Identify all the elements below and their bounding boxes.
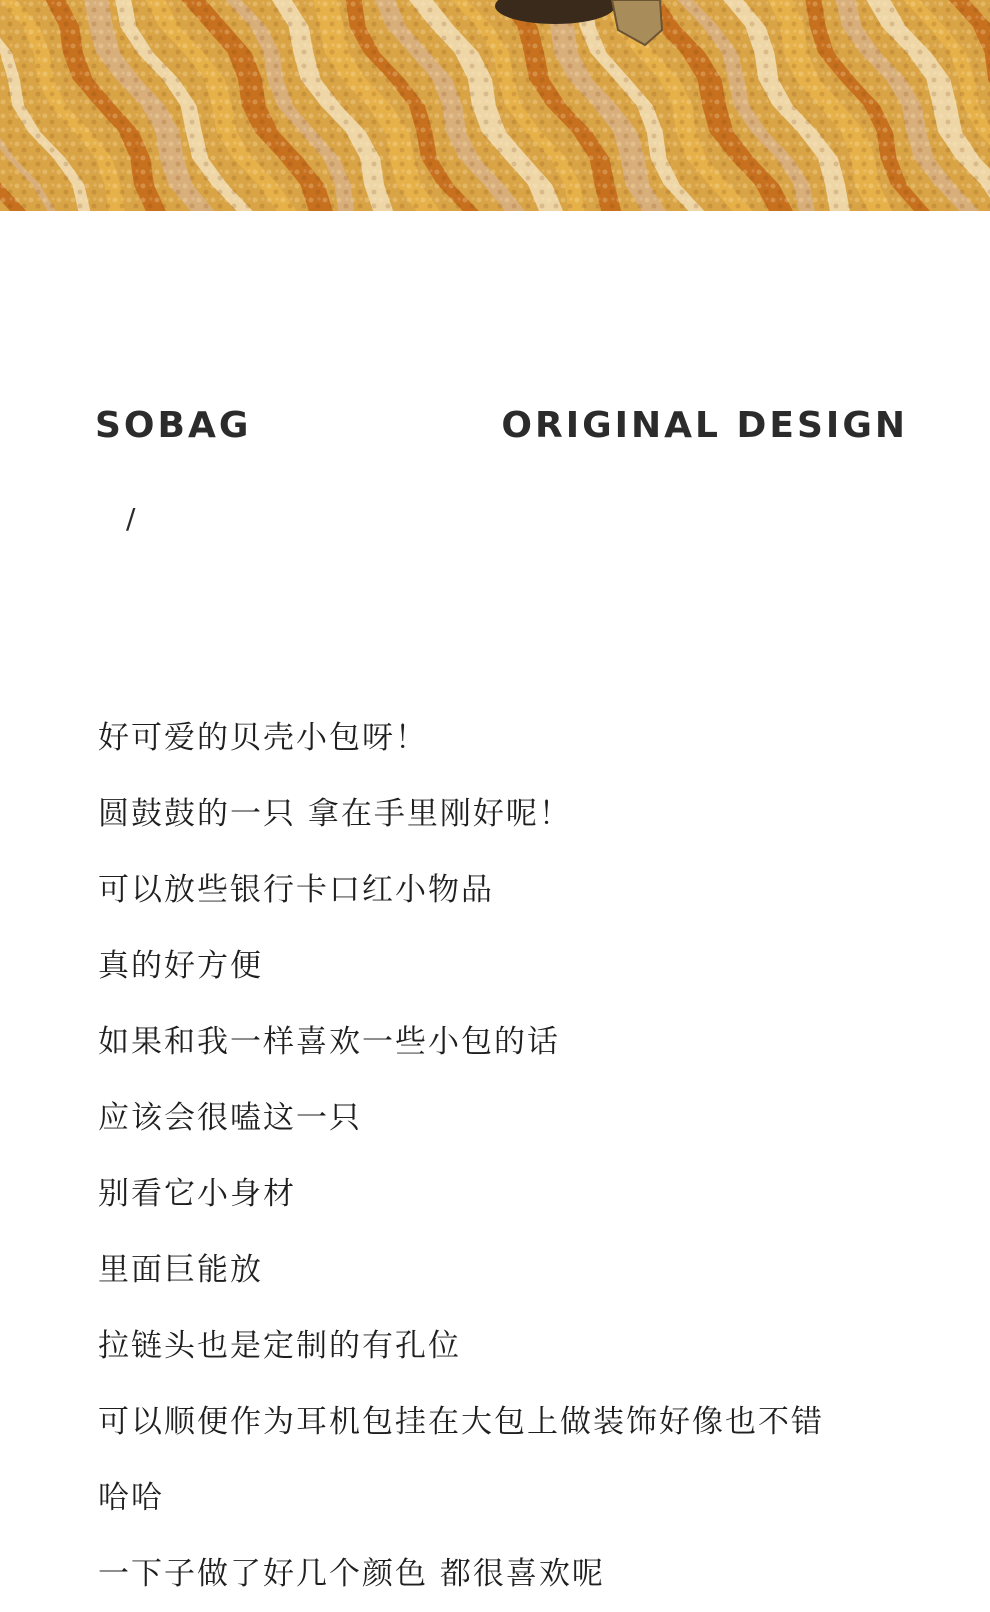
description-line: 可以放些银行卡口红小物品 [98,872,494,908]
description-line: 真的好方便 [98,948,263,984]
description-line: 应该会很嗑这一只 [98,1100,362,1136]
brand-name: SOBAG [95,405,252,446]
description-line: 里面巨能放 [98,1252,263,1288]
rug-texture-image [0,0,990,211]
description-line: 好可爱的贝壳小包呀！ [98,720,428,756]
description-line: 哈哈 [98,1480,164,1516]
separator-slash: / [126,502,136,535]
description-text [98,700,918,1612]
description-line: 如果和我一样喜欢一些小包的话 [98,1024,560,1060]
description-line: 圆鼓鼓的一只 拿在手里刚好呢！ [98,796,572,832]
description-line: 拉链头也是定制的有孔位 [98,1328,461,1364]
brand-tagline: ORIGINAL DESIGN [501,405,908,446]
description-line: 一下子做了好几个颜色 都很喜欢呢 [98,1556,605,1592]
description-line: 可以顺便作为耳机包挂在大包上做装饰好像也不错 [98,1404,824,1440]
hero-rug-photo [0,0,990,211]
description-line: 别看它小身材 [98,1176,296,1212]
